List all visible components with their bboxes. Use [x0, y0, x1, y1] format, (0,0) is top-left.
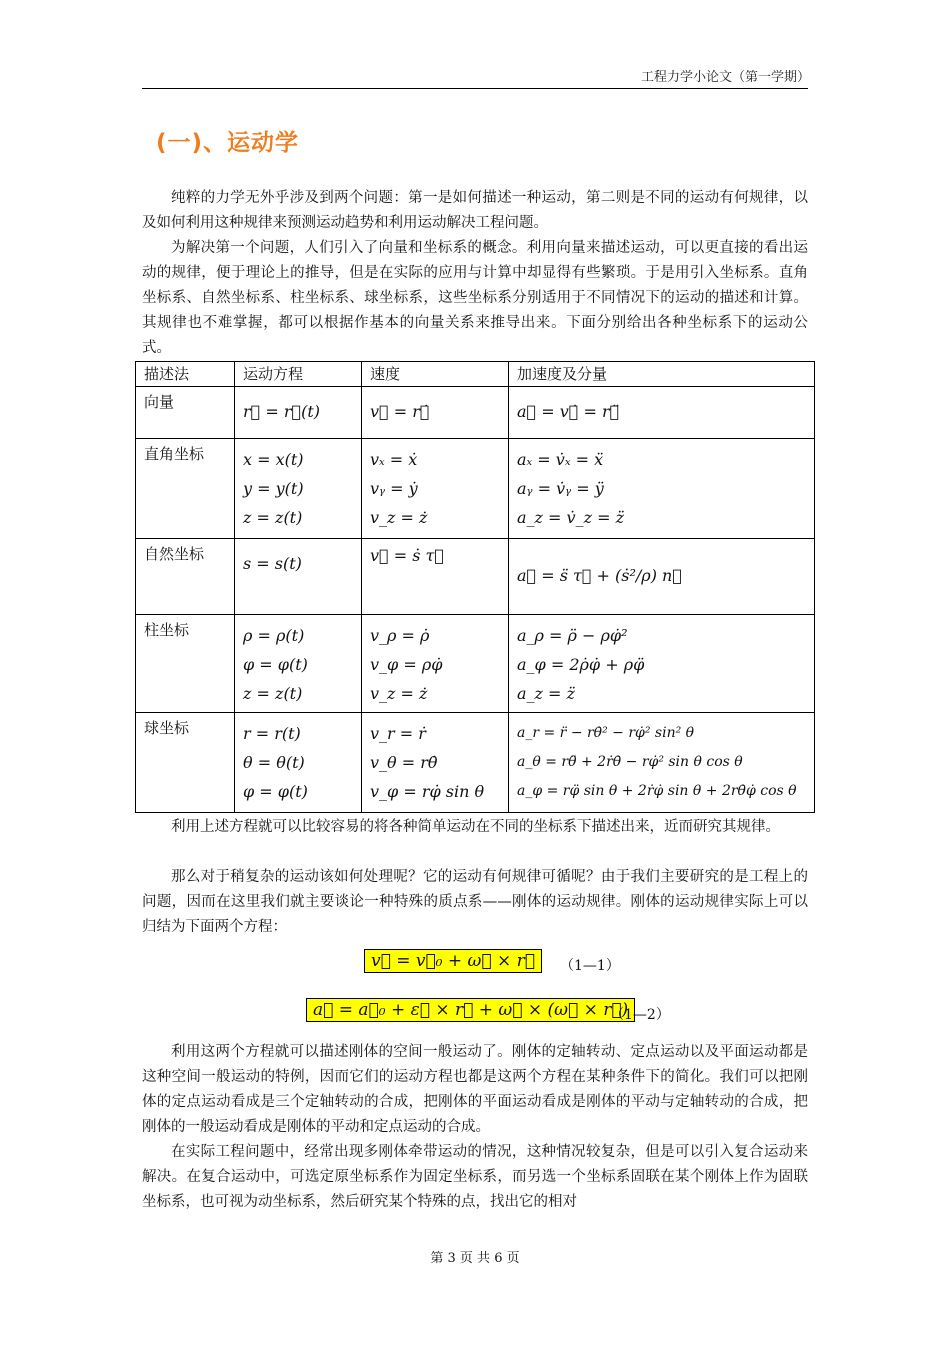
- paragraph-3: 利用上述方程就可以比较容易的将各种简单运动在不同的坐标系下描述出来，近而研究其规律。: [171, 819, 780, 835]
- velocity-cell: v⃗ = r⃗̇: [370, 402, 430, 421]
- equation-cell: φ = φ(t): [243, 782, 308, 801]
- page-footer: 第 3 页 共 6 页: [430, 1251, 520, 1266]
- acceleration-cell: a⃗ = v⃗̇ = r⃗̈: [517, 402, 620, 421]
- acceleration-cell: a_θ = rθ̈ + 2ṙθ̇ − rφ̇² sin θ cos θ: [517, 754, 743, 770]
- table-row: [136, 539, 815, 615]
- row-method: 向量: [136, 387, 235, 439]
- row-method: 自然坐标: [136, 539, 235, 615]
- table-row: [136, 713, 815, 813]
- equation-cell: ρ = ρ(t): [243, 626, 305, 645]
- paragraph-4: 那么对于稍复杂的运动该如何处理呢？它的运动有何规律可循呢？由于我们主要研究的是工程上的问题，因而在这里我们就主要谈论一种特殊的质点系——刚体的运动规律。刚体的运动规律实际上可以归结为下面两个方程：: [142, 869, 808, 935]
- velocity-cell: vᵧ = ẏ: [370, 479, 418, 498]
- equation-cell: r = r(t): [243, 724, 301, 743]
- equation-cell: θ = θ(t): [243, 753, 305, 772]
- equation-1-2: a⃗ = a⃗₀ + ε⃗ × r⃗ + ω⃗ × (ω⃗ × r⃗): [306, 998, 635, 1022]
- acceleration-cell: a_r = r̈ − rθ̇² − rφ̇² sin² θ: [517, 725, 695, 741]
- header-title: 工程力学小论文（第一学期）: [640, 70, 810, 85]
- acceleration-cell: a_φ = 2ρ̇φ̇ + ρφ̈: [517, 655, 645, 674]
- table-header-row: [136, 362, 815, 387]
- equation-cell: z = z(t): [243, 508, 303, 527]
- velocity-cell: v_φ = ρφ̇: [370, 655, 443, 674]
- velocity-cell: v_z = ż: [370, 508, 428, 527]
- equation-cell: s = s(t): [243, 554, 302, 573]
- paragraph-6: 在实际工程问题中，经常出现多刚体牵带运动的情况，这种情况较复杂，但是可以引入复合运动来解决。在复合运动中，可选定原坐标系作为固定坐标系，而另选一个坐标系固联在某个刚体上作为固联坐标系，也可视为动坐标系，然后研究某个特殊的点，找出它的相对: [142, 1144, 808, 1210]
- acceleration-cell: a_ρ = ρ̈ − ρφ̇²: [517, 626, 628, 645]
- paragraph-2: 为解决第一个问题，人们引入了向量和坐标系的概念。利用向量来描述运动，可以更直接的看出运动的规律，便于理论上的推导，但是在实际的应用与计算中却显得有些繁琐。于是用引入坐标系。直角坐标系、自然坐标系、柱坐标系、球坐标系，这些坐标系分别适用于不同情况下的运动的描述和计算。其规律也不难掌握，都可以根据作基本的向量关系来推导出来。下面分别给出各种坐标系下的运动公式。: [142, 240, 808, 356]
- section-title: (一)、运动学: [156, 130, 300, 156]
- equation-1-2-number: （1—2）: [610, 1007, 670, 1023]
- acceleration-cell: aₓ = v̇ₓ = ẍ: [517, 450, 604, 469]
- velocity-cell: vₓ = ẋ: [370, 450, 418, 469]
- velocity-cell: v_z = ż: [370, 684, 428, 703]
- header-rule: [142, 88, 808, 89]
- equation-1-1: v⃗ = v⃗₀ + ω⃗ × r⃗: [364, 949, 542, 973]
- table-row: [136, 387, 815, 439]
- acceleration-cell: a_z = z̈: [517, 684, 575, 703]
- equation-cell: x = x(t): [243, 450, 304, 469]
- paragraph-1: 纯粹的力学无外乎涉及到两个问题：第一是如何描述一种运动，第二则是不同的运动有何规律，以及如何利用这种规律来预测运动趋势和利用运动解决工程问题。: [142, 190, 808, 231]
- header-method: 描述法: [136, 362, 235, 387]
- velocity-cell: v⃗ = ṡ τ⃗: [370, 546, 444, 565]
- header-equation: 运动方程: [235, 362, 362, 387]
- row-method: 直角坐标: [136, 439, 235, 539]
- equation-cell: y = y(t): [243, 479, 304, 498]
- acceleration-cell: a⃗ = s̈ τ⃗ + (ṡ²/ρ) n⃗: [517, 566, 682, 585]
- row-method: 球坐标: [136, 713, 235, 813]
- table-row: [136, 439, 815, 539]
- header-acceleration: 加速度及分量: [509, 362, 815, 387]
- acceleration-cell: a_z = v̇_z = z̈: [517, 508, 625, 527]
- acceleration-cell: aᵧ = v̇ᵧ = ÿ: [517, 479, 604, 498]
- acceleration-cell: a_φ = rφ̈ sin θ + 2ṙφ̇ sin θ + 2rθ̇φ̇ cos θ: [517, 783, 797, 799]
- table-row: [136, 615, 815, 713]
- velocity-cell: v_φ = rφ̇ sin θ: [370, 782, 485, 801]
- row-method: 柱坐标: [136, 615, 235, 713]
- velocity-cell: v_θ = rθ̇: [370, 753, 438, 772]
- equation-cell: φ = φ(t): [243, 655, 308, 674]
- equation-cell: r⃗ = r⃗(t): [243, 402, 320, 421]
- equation-cell: z = z(t): [243, 684, 303, 703]
- velocity-cell: v_r = ṙ: [370, 724, 426, 743]
- paragraph-5: 利用这两个方程就可以描述刚体的空间一般运动了。刚体的定轴转动、定点运动以及平面运动都是这种空间一般运动的特例，因而它们的运动方程也都是这两个方程在某种条件下的简化。我们可以把刚体的定点运动看成是三个定轴转动的合成，把刚体的平面运动看成是刚体的平动与定轴转动的合成，把刚体的一般运动看成是刚体的平动和定点运动的合成。: [142, 1044, 808, 1135]
- velocity-cell: v_ρ = ρ̇: [370, 626, 430, 645]
- formula-table: [135, 361, 815, 813]
- header-velocity: 速度: [362, 362, 509, 387]
- equation-1-1-number: （1—1）: [560, 958, 620, 974]
